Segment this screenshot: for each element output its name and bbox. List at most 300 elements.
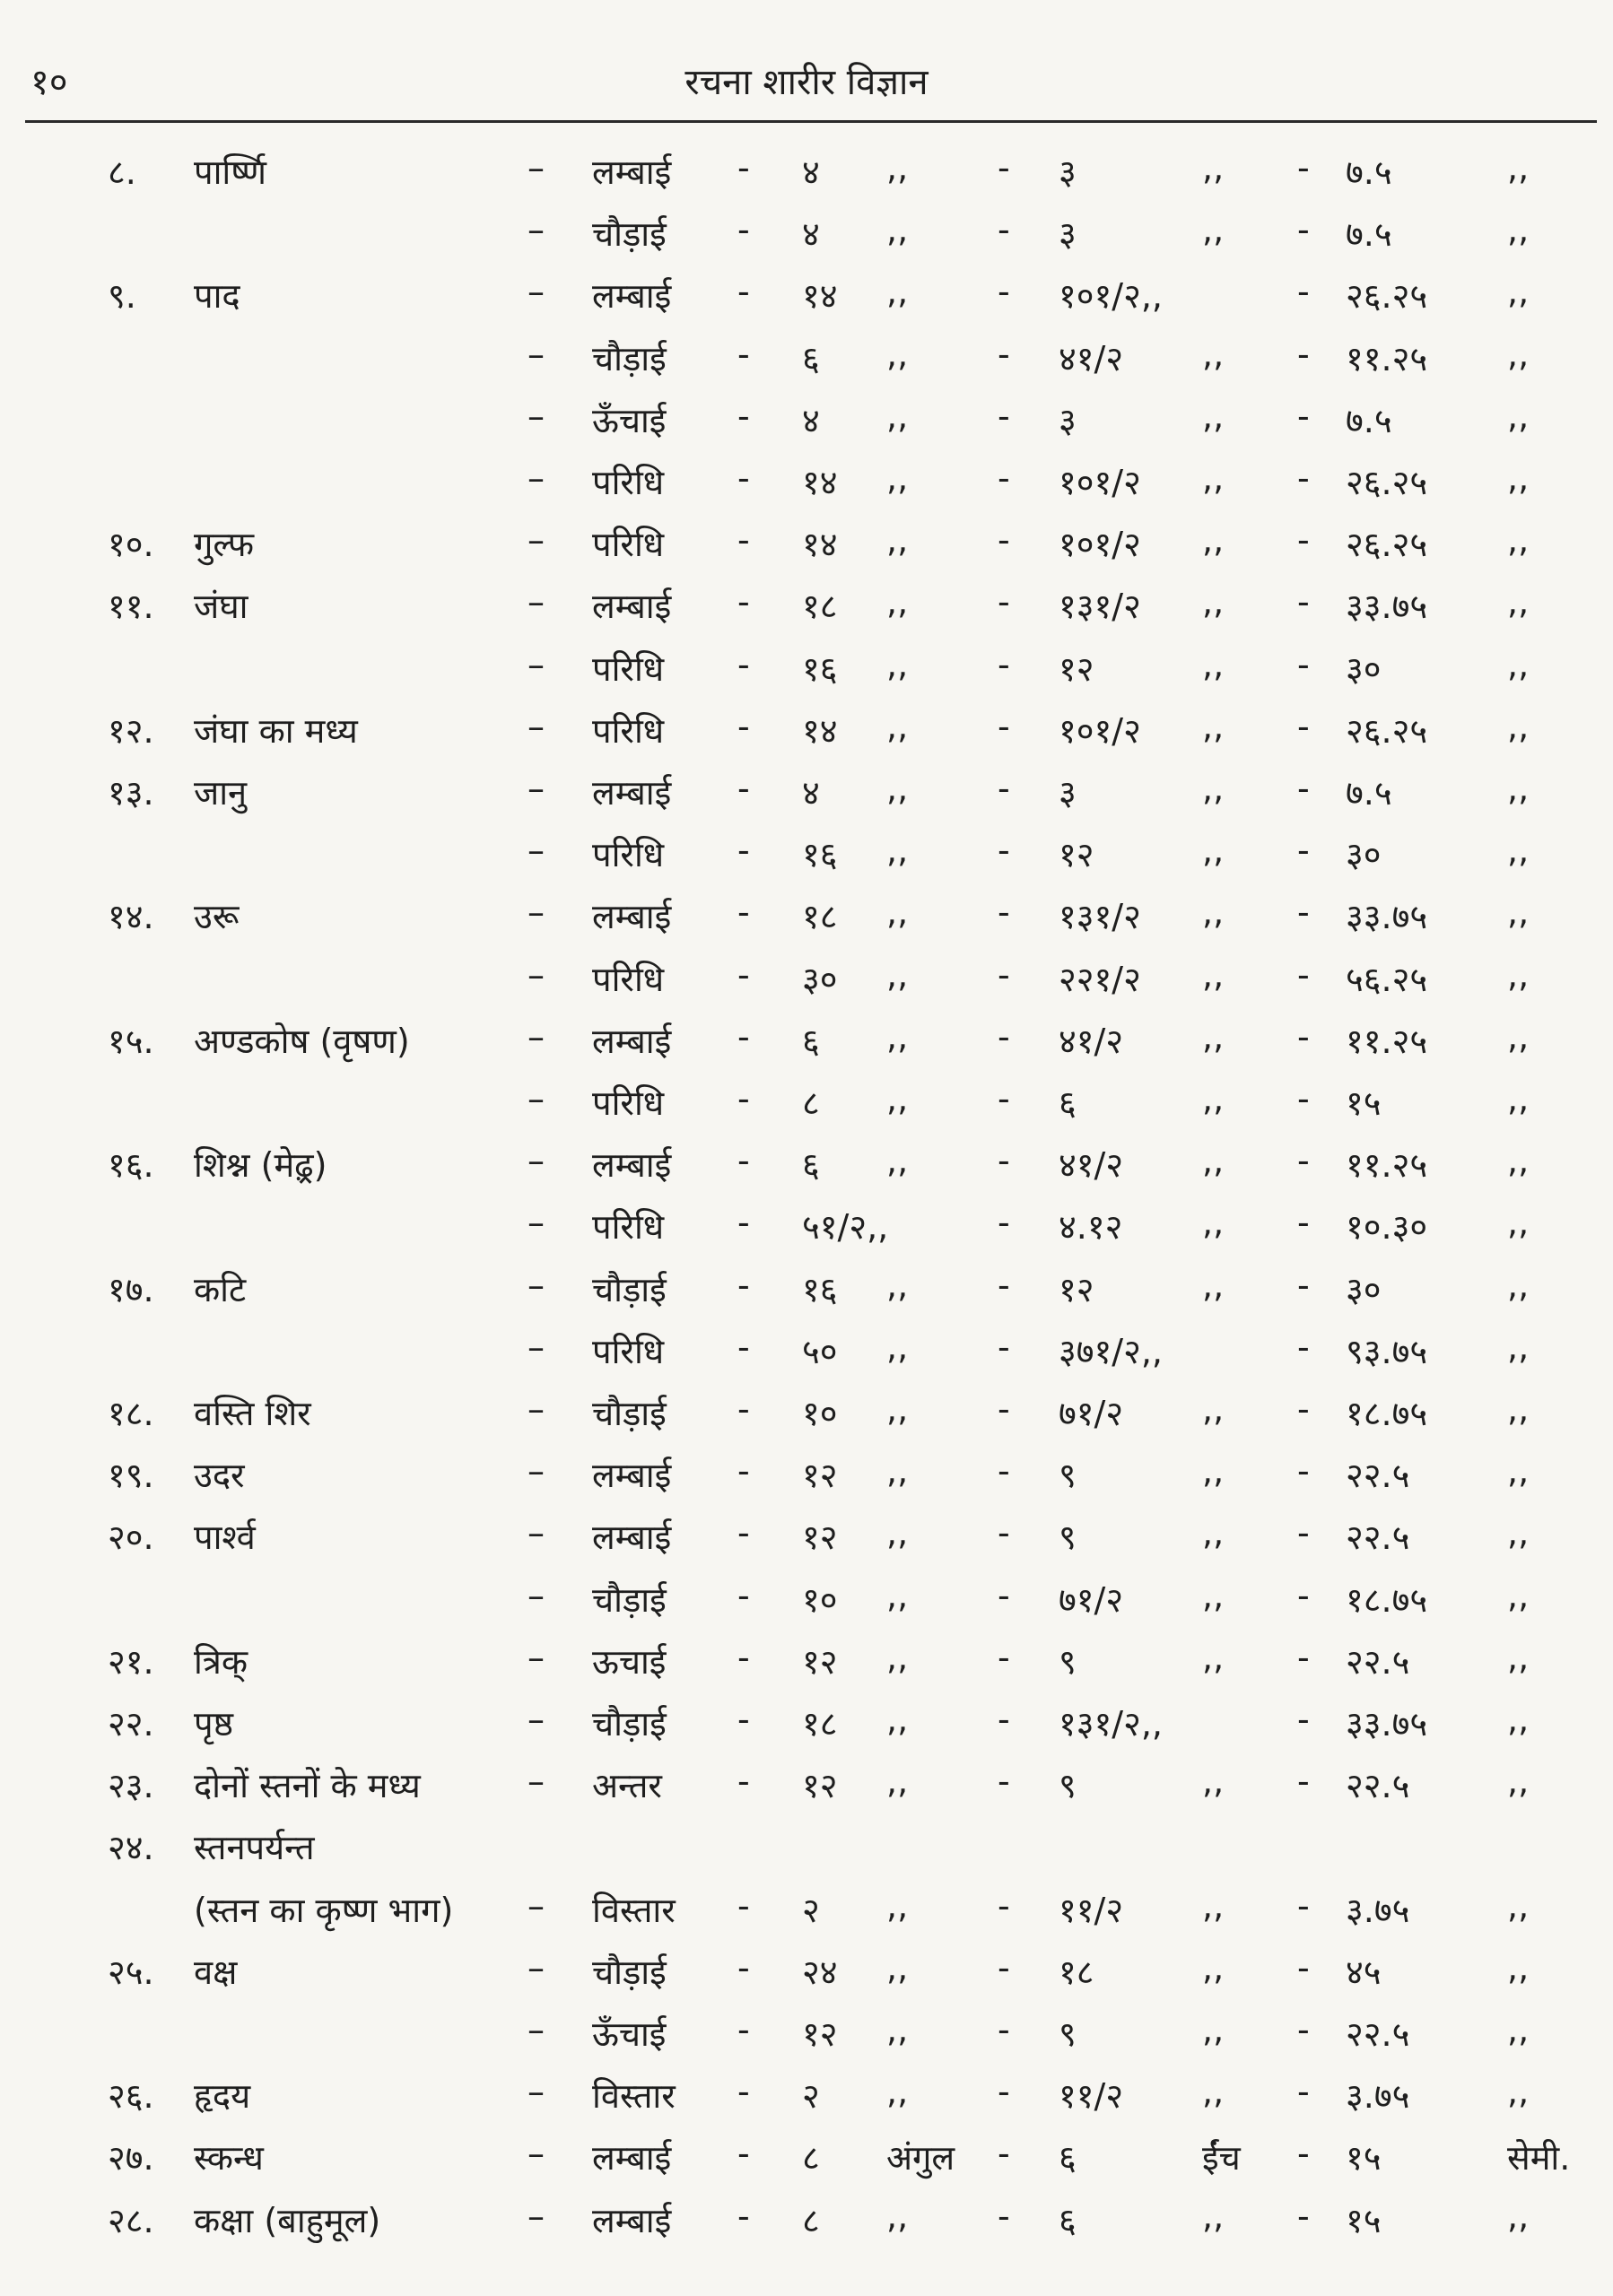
value-inch: ३ <box>1059 214 1077 255</box>
table-row <box>0 1203 1613 1257</box>
unit-1: अंगुल <box>886 2138 955 2179</box>
dash: - <box>1297 2072 1310 2112</box>
dash: - <box>737 1637 750 1677</box>
dash: - <box>998 2072 1010 2112</box>
dash: - <box>1297 644 1310 684</box>
unit-2: ,, <box>1202 2010 1225 2049</box>
unit-1: ,, <box>886 148 909 187</box>
unit-3: ,, <box>1507 396 1530 436</box>
value-angul: १८ <box>802 1704 838 1744</box>
measure-type: लम्बाई <box>592 2138 672 2179</box>
body-part-name: जानु <box>194 773 248 813</box>
value-angul: १२ <box>802 1766 838 1806</box>
dash: – <box>527 831 545 871</box>
entry-number: १८. <box>108 1394 154 1433</box>
body-part-name: पाद <box>194 276 240 317</box>
dash: - <box>998 1761 1010 1802</box>
measure-type: परिधि <box>592 525 665 565</box>
dash: – <box>527 644 545 684</box>
dash: – <box>527 2072 545 2112</box>
table-row <box>0 2196 1613 2250</box>
unit-1: ,, <box>886 1451 909 1492</box>
body-part-name: गुल्फ <box>194 525 254 565</box>
dash: - <box>1297 148 1310 187</box>
dash: - <box>737 520 750 561</box>
entry-number: १६. <box>108 1145 154 1186</box>
unit-3: ,, <box>1507 644 1530 684</box>
value-inch: १८ <box>1059 1952 1094 1992</box>
unit-1: ,, <box>886 2072 909 2112</box>
dash: - <box>1297 1141 1310 1181</box>
dash: - <box>998 892 1010 933</box>
entry-number: २८. <box>108 2200 154 2240</box>
value-angul: ४ <box>802 400 820 440</box>
dash: - <box>737 1885 750 1926</box>
dash: – <box>527 396 545 436</box>
value-angul: १६ <box>802 648 838 689</box>
value-cm: २६.२५ <box>1346 525 1428 565</box>
dash: – <box>527 458 545 498</box>
dash: - <box>1297 1947 1310 1987</box>
unit-3: ,, <box>1507 272 1530 312</box>
value-angul: २ <box>802 1890 820 1930</box>
body-part-name: पार्श्व <box>194 1518 256 1558</box>
table-row <box>0 2072 1613 2126</box>
unit-2: ,, <box>1202 334 1225 374</box>
measure-type: परिधि <box>592 835 665 875</box>
dash: – <box>527 582 545 622</box>
value-cm: १५ <box>1346 2138 1382 2179</box>
measure-type: परिधि <box>592 959 665 999</box>
table-row <box>0 1576 1613 1630</box>
table-row <box>0 1327 1613 1381</box>
unit-1: ,, <box>886 2010 909 2049</box>
value-inch: ४.१२ <box>1059 1207 1123 1248</box>
body-part-name: वस्ति शिर <box>194 1394 311 1433</box>
unit-2: ,, <box>1202 2196 1225 2236</box>
unit-1: ,, <box>886 396 909 436</box>
dash: – <box>527 1885 545 1926</box>
dash: - <box>1297 334 1310 374</box>
body-part-name: (स्तन का कृष्ण भाग) <box>194 1890 454 1930</box>
entry-number: २३. <box>108 1766 154 1806</box>
dash: - <box>737 1513 750 1553</box>
value-angul: १४ <box>802 710 838 751</box>
unit-1: ,, <box>886 272 909 312</box>
unit-3: ,, <box>1507 210 1530 250</box>
dash: - <box>737 1079 750 1118</box>
body-part-name: कक्षा (बाहुमूल) <box>194 2200 381 2240</box>
value-cm: १५ <box>1346 1083 1382 1123</box>
unit-1: ,, <box>886 1016 909 1057</box>
unit-1: ,, <box>886 1761 909 1802</box>
value-cm: ३.७५ <box>1346 2076 1410 2117</box>
unit-2: ,, <box>1202 954 1225 995</box>
measure-type: लम्बाई <box>592 773 672 813</box>
unit-3: ,, <box>1507 831 1530 871</box>
entry-number: २०. <box>108 1518 154 1558</box>
value-cm: ५६.२५ <box>1346 959 1428 999</box>
dash: - <box>737 2010 750 2049</box>
dash: - <box>1297 582 1310 622</box>
table-row <box>0 582 1613 636</box>
value-inch: १३१/२ <box>1059 587 1141 627</box>
value-angul: १६ <box>802 835 838 875</box>
value-angul: २ <box>802 2076 820 2117</box>
unit-1: ,, <box>886 1885 909 1926</box>
dash: - <box>998 1637 1010 1677</box>
measure-type: चौड़ाई <box>592 1704 667 1744</box>
value-cm: २६.२५ <box>1346 276 1428 317</box>
measure-type: परिधि <box>592 463 665 502</box>
dash: - <box>737 706 750 746</box>
unit-1: ,, <box>886 210 909 250</box>
value-inch: १०१/२ <box>1059 710 1141 751</box>
dash: - <box>737 458 750 498</box>
unit-3: ,, <box>1507 954 1530 995</box>
value-cm: २६.२५ <box>1346 463 1428 502</box>
dash: - <box>998 334 1010 374</box>
dash: - <box>998 1265 1010 1305</box>
unit-2: ,, <box>1202 1885 1225 1926</box>
dash: - <box>1297 954 1310 995</box>
dash: - <box>998 396 1010 436</box>
dash: - <box>1297 1575 1310 1615</box>
dash: – <box>527 1141 545 1181</box>
value-inch: ३ <box>1059 152 1077 192</box>
value-angul: १८ <box>802 587 838 627</box>
value-inch: १०१/२,, <box>1059 276 1164 317</box>
value-cm: ३० <box>1346 1269 1382 1309</box>
value-inch: २२१/२ <box>1059 959 1141 999</box>
entry-number: १५. <box>108 1021 154 1061</box>
dash: – <box>527 1451 545 1492</box>
unit-2: ,, <box>1202 210 1225 250</box>
unit-2: ,, <box>1202 148 1225 187</box>
dash: - <box>737 644 750 684</box>
dash: - <box>1297 396 1310 436</box>
table-row <box>0 2010 1613 2064</box>
table-row <box>0 520 1613 574</box>
value-inch: ९ <box>1059 1456 1077 1496</box>
dash: – <box>527 1326 545 1367</box>
measure-type: लम्बाई <box>592 1021 672 1061</box>
dash: - <box>737 1265 750 1305</box>
unit-1: ,, <box>886 1326 909 1367</box>
dash: - <box>998 2134 1010 2174</box>
value-inch: ९ <box>1059 2014 1077 2054</box>
unit-2: ईंच <box>1202 2138 1241 2179</box>
unit-1: ,, <box>886 582 909 622</box>
value-cm: ३३.७५ <box>1346 587 1428 627</box>
measure-type: लम्बाई <box>592 1145 672 1186</box>
unit-3: ,, <box>1507 458 1530 498</box>
dash: - <box>998 210 1010 250</box>
dash: - <box>1297 1761 1310 1802</box>
value-cm: ११.२५ <box>1346 1145 1428 1186</box>
body-part-name: स्तनपर्यन्त <box>194 1828 315 1868</box>
value-angul: ४ <box>802 214 820 255</box>
dash: - <box>998 148 1010 187</box>
table-row <box>0 1823 1613 1877</box>
unit-3: ,, <box>1507 2010 1530 2049</box>
unit-2: ,, <box>1202 1451 1225 1492</box>
dash: - <box>737 582 750 622</box>
dash: - <box>737 396 750 436</box>
unit-1: ,, <box>886 1947 909 1987</box>
dash: - <box>1297 1326 1310 1367</box>
dash: - <box>737 2196 750 2236</box>
table-row <box>0 396 1613 450</box>
value-inch: ३ <box>1059 773 1077 813</box>
unit-2: ,, <box>1202 706 1225 746</box>
unit-2: ,, <box>1202 582 1225 622</box>
value-inch: ७१/२ <box>1059 1579 1124 1620</box>
unit-2: ,, <box>1202 644 1225 684</box>
unit-3: ,, <box>1507 1451 1530 1492</box>
table-row <box>0 210 1613 264</box>
dash: - <box>1297 458 1310 498</box>
unit-1: ,, <box>886 831 909 871</box>
dash: - <box>737 148 750 187</box>
dash: - <box>998 769 1010 808</box>
body-part-name: त्रिक् <box>194 1641 248 1682</box>
table-row <box>0 1886 1613 1940</box>
dash: - <box>1297 706 1310 746</box>
dash: – <box>527 334 545 374</box>
unit-2: ,, <box>1202 1637 1225 1677</box>
unit-2: ,, <box>1202 2072 1225 2112</box>
value-angul: ५० <box>802 1331 838 1371</box>
value-cm: ३० <box>1346 835 1382 875</box>
measure-type: चौड़ाई <box>592 338 667 378</box>
measure-type: लम्बाई <box>592 276 672 317</box>
dash: - <box>998 1016 1010 1057</box>
dash: - <box>1297 831 1310 871</box>
value-cm: ३३.७५ <box>1346 1704 1428 1744</box>
dash: – <box>527 1265 545 1305</box>
value-angul: ५१/२,, <box>802 1207 889 1248</box>
unit-2: ,, <box>1202 458 1225 498</box>
unit-1: ,, <box>886 334 909 374</box>
table-row <box>0 892 1613 946</box>
unit-1: ,, <box>886 1513 909 1553</box>
table-row <box>0 1017 1613 1071</box>
value-cm: ७.५ <box>1346 214 1392 255</box>
value-angul: ६ <box>802 338 820 378</box>
measure-type: चौड़ाई <box>592 214 667 255</box>
entry-number: ९. <box>108 276 136 317</box>
dash: - <box>998 954 1010 995</box>
value-angul: ८ <box>802 2138 820 2179</box>
unit-3: ,, <box>1507 520 1530 561</box>
dash: - <box>737 769 750 808</box>
dash: – <box>527 1079 545 1118</box>
measure-type: लम्बाई <box>592 1518 672 1558</box>
entry-number: १०. <box>108 525 154 565</box>
unit-3: ,, <box>1507 1389 1530 1429</box>
value-cm: ३० <box>1346 648 1382 689</box>
entry-number: ८. <box>108 152 136 192</box>
dash: – <box>527 2010 545 2049</box>
dash: - <box>1297 1203 1310 1243</box>
unit-3: ,, <box>1507 892 1530 933</box>
unit-3: ,, <box>1507 1513 1530 1553</box>
value-cm: ११.२५ <box>1346 338 1428 378</box>
value-angul: १० <box>802 1394 838 1433</box>
value-cm: १०.३० <box>1346 1207 1428 1248</box>
value-inch: १०१/२ <box>1059 525 1141 565</box>
value-inch: ३ <box>1059 400 1077 440</box>
value-cm: ११.२५ <box>1346 1021 1428 1061</box>
value-cm: २२.५ <box>1346 1456 1410 1496</box>
value-inch: ९ <box>1059 1518 1077 1558</box>
table-row <box>0 1389 1613 1443</box>
table-row <box>0 458 1613 512</box>
unit-2: ,, <box>1202 769 1225 808</box>
dash: - <box>1297 272 1310 312</box>
dash: - <box>737 892 750 933</box>
value-angul: १२ <box>802 1456 838 1496</box>
table-row <box>0 707 1613 761</box>
value-cm: २२.५ <box>1346 1641 1410 1682</box>
page-number: १० <box>31 62 68 103</box>
measure-type: लम्बाई <box>592 1456 672 1496</box>
measure-type: परिधि <box>592 648 665 689</box>
dash: - <box>1297 2010 1310 2049</box>
unit-3: ,, <box>1507 1203 1530 1243</box>
unit-1: ,, <box>886 644 909 684</box>
dash: - <box>998 1451 1010 1492</box>
measure-type: विस्तार <box>592 2076 676 2117</box>
unit-2: ,, <box>1202 1575 1225 1615</box>
unit-1: ,, <box>886 458 909 498</box>
dash: - <box>998 272 1010 312</box>
dash: – <box>527 1513 545 1553</box>
unit-1: ,, <box>886 1637 909 1677</box>
dash: - <box>737 210 750 250</box>
body-part-name: हृदय <box>194 2076 251 2117</box>
body-part-name: शिश्न (मेढ़्र) <box>194 1145 327 1186</box>
table-row <box>0 1700 1613 1753</box>
table-row <box>0 1141 1613 1195</box>
table-row <box>0 335 1613 388</box>
measure-type: चौड़ाई <box>592 1269 667 1309</box>
value-inch: ३७१/२,, <box>1059 1331 1164 1371</box>
table-row <box>0 831 1613 884</box>
value-inch: ६ <box>1059 2200 1077 2240</box>
entry-number: १२. <box>108 710 154 751</box>
dash: – <box>527 1947 545 1987</box>
entry-number: २१. <box>108 1641 154 1682</box>
dash: - <box>998 1079 1010 1118</box>
value-angul: ६ <box>802 1021 820 1061</box>
dash: - <box>1297 1885 1310 1926</box>
unit-2: ,, <box>1202 396 1225 436</box>
value-cm: ७.५ <box>1346 152 1392 192</box>
dash: – <box>527 1761 545 1802</box>
dash: – <box>527 1700 545 1739</box>
dash: – <box>527 1575 545 1615</box>
dash: – <box>527 520 545 561</box>
dash: – <box>527 148 545 187</box>
value-angul: १८ <box>802 897 838 937</box>
value-cm: २६.२५ <box>1346 710 1428 751</box>
value-inch: १३१/२ <box>1059 897 1141 937</box>
body-part-name: उदर <box>194 1456 245 1496</box>
value-angul: ८ <box>802 1083 820 1123</box>
value-inch: ९ <box>1059 1641 1077 1682</box>
dash: – <box>527 210 545 250</box>
dash: - <box>998 1885 1010 1926</box>
measure-type: विस्तार <box>592 1890 676 1930</box>
dash: - <box>737 1700 750 1739</box>
dash: - <box>1297 2196 1310 2236</box>
body-part-name: उरू <box>194 897 240 937</box>
value-angul: १४ <box>802 276 838 317</box>
unit-2: ,, <box>1202 1513 1225 1553</box>
value-cm: १५ <box>1346 2200 1382 2240</box>
value-angul: १६ <box>802 1269 838 1309</box>
table-row <box>0 955 1613 1009</box>
measure-type: लम्बाई <box>592 897 672 937</box>
value-inch: ११/२ <box>1059 2076 1124 2117</box>
dash: - <box>998 2010 1010 2049</box>
table-row <box>0 2134 1613 2187</box>
dash: - <box>998 458 1010 498</box>
value-inch: ४१/२ <box>1059 338 1124 378</box>
body-part-name: स्कन्ध <box>194 2138 264 2179</box>
unit-2: ,, <box>1202 1079 1225 1118</box>
unit-2: ,, <box>1202 1947 1225 1987</box>
table-row <box>0 1638 1613 1692</box>
body-part-name: दोनों स्तनों के मध्य <box>194 1766 421 1806</box>
dash: – <box>527 1389 545 1429</box>
dash: - <box>1297 1079 1310 1118</box>
unit-2: ,, <box>1202 1141 1225 1181</box>
value-inch: ४१/२ <box>1059 1145 1124 1186</box>
measure-type: चौड़ाई <box>592 1952 667 1992</box>
dash: - <box>998 644 1010 684</box>
entry-number: २६. <box>108 2076 154 2117</box>
value-cm: ४५ <box>1346 1952 1382 1992</box>
value-cm: ३३.७५ <box>1346 897 1428 937</box>
measure-type: लम्बाई <box>592 2200 672 2240</box>
measure-type: ऊँचाई <box>592 2014 667 2054</box>
dash: - <box>998 706 1010 746</box>
value-inch: १३१/२,, <box>1059 1704 1164 1744</box>
dash: – <box>527 1203 545 1243</box>
measure-type: लम्बाई <box>592 152 672 192</box>
unit-3: ,, <box>1507 334 1530 374</box>
table-row <box>0 645 1613 699</box>
value-cm: २२.५ <box>1346 1766 1410 1806</box>
value-cm: १८.७५ <box>1346 1394 1428 1433</box>
dash: - <box>737 334 750 374</box>
dash: - <box>998 1700 1010 1739</box>
dash: - <box>998 831 1010 871</box>
table-row <box>0 1761 1613 1815</box>
unit-1: ,, <box>886 892 909 933</box>
unit-3: ,, <box>1507 2196 1530 2236</box>
value-inch: ७१/२ <box>1059 1394 1124 1433</box>
value-angul: २४ <box>802 1952 838 1992</box>
value-cm: १८.७५ <box>1346 1579 1428 1620</box>
dash: - <box>998 582 1010 622</box>
measure-type: परिधि <box>592 1083 665 1123</box>
dash: – <box>527 892 545 933</box>
unit-3: ,, <box>1507 1885 1530 1926</box>
